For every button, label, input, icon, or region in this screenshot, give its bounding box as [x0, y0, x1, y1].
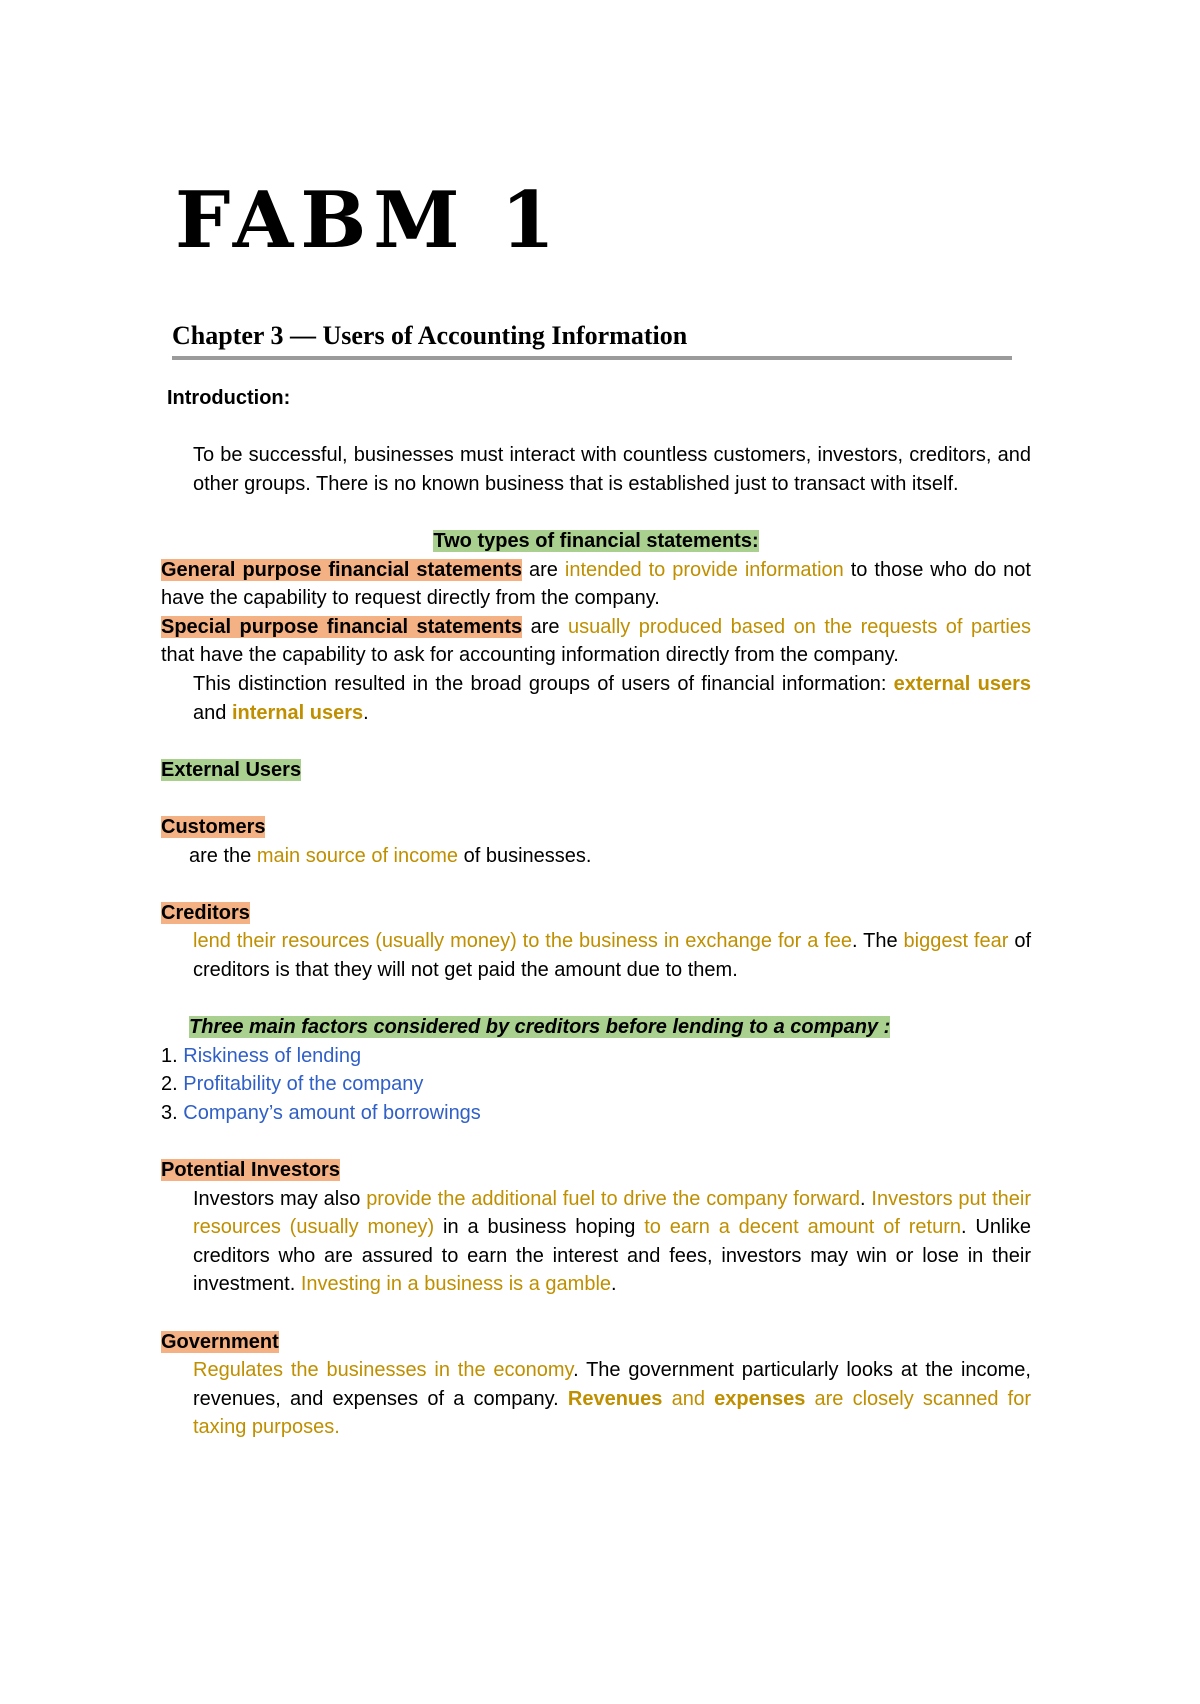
text-run: of businesses.: [458, 844, 592, 867]
intro-label: Introduction:: [167, 387, 291, 409]
text-run: This distinction resulted in the broad groups of users of financial information:: [193, 672, 894, 695]
creditors-paragraph: [161, 927, 1031, 984]
list-number: 3.: [161, 1101, 184, 1124]
chapter-heading: Chapter 3 — Users of Accounting Information: [172, 318, 1012, 360]
creditors-heading-line: [161, 899, 1031, 928]
highlighted-phrase: biggest fear: [903, 930, 1009, 953]
text-run: .: [611, 1273, 617, 1296]
document-title: FABM 1: [175, 175, 563, 266]
investors-paragraph: [161, 1185, 1031, 1299]
document-body: [161, 384, 1031, 1442]
text-run: Investors may also: [193, 1187, 367, 1210]
text-run: and: [193, 701, 232, 724]
factors-heading: Three main factors considered by creditors before lending to a company :: [189, 1016, 891, 1039]
list-item: [161, 1099, 1031, 1128]
text-run: that have the capability to ask for accounting information directly from the company.: [161, 644, 899, 667]
internal-users-term: internal users: [231, 701, 364, 724]
highlighted-phrase: Regulates the businesses in the economy: [193, 1359, 574, 1382]
fs-types-heading-line: [161, 527, 1031, 556]
text-run: .: [363, 701, 369, 724]
list-item: [161, 1042, 1031, 1071]
text-run: of creditors is that they will not get paid the amount due to them.: [193, 930, 1031, 981]
highlighted-phrase: Investors put their resources (usually money): [193, 1187, 1031, 1239]
distinction-paragraph: [161, 670, 1031, 727]
text-run: . The: [852, 930, 904, 953]
creditors-heading: Creditors: [161, 901, 250, 924]
highlighted-phrase: intended to provide information: [564, 558, 844, 581]
highlighted-phrase: to earn a decent amount of return: [644, 1216, 961, 1239]
highlighted-phrase: Investing in a business is a gamble: [300, 1273, 612, 1296]
highlighted-phrase: provide the additional fuel to drive the company forward: [366, 1187, 860, 1210]
intro-paragraph: To be successful, businesses must interact with countless customers, investors, creditors, and other groups. There is no known business that is established just to transact with itself.: [193, 444, 1031, 495]
government-heading: Government: [161, 1330, 279, 1353]
highlighted-phrase: are closely scanned for taxing purposes.: [193, 1387, 1032, 1439]
list-item: [161, 1070, 1031, 1099]
government-heading-line: [161, 1328, 1031, 1357]
revenues-term: Revenues: [567, 1387, 663, 1410]
text-run: to those who do not have the capability to request directly from the company.: [161, 558, 1031, 610]
investors-heading: Potential Investors: [161, 1159, 340, 1182]
highlighted-phrase: main source of income: [256, 844, 459, 867]
highlighted-phrase: lend their resources (usually money) to the business in exchange for a fee: [193, 930, 853, 953]
special-purpose-term: Special purpose financial statements: [161, 615, 523, 638]
text-run: are the: [189, 844, 257, 867]
external-users-term: external users: [893, 672, 1031, 695]
highlighted-phrase: usually produced based on the requests of parties: [568, 615, 1031, 638]
investors-heading-line: [161, 1156, 1031, 1185]
customers-heading: Customers: [161, 815, 266, 838]
expenses-term: expenses: [714, 1387, 806, 1410]
text-run: . Unlike creditors who are assured to earn the interest and fees, investors may win or lose in their investment.: [193, 1216, 1032, 1296]
customers-heading-line: [161, 813, 1031, 842]
list-text: Company’s amount of borrowings: [183, 1101, 481, 1124]
text-run: are: [522, 558, 565, 581]
text-run: .: [860, 1187, 872, 1210]
list-text: Profitability of the company: [183, 1073, 424, 1096]
text-run: . The government particularly looks at the income, revenues, and expenses of a company.: [193, 1359, 1031, 1410]
fs-types-heading: Two types of financial statements:: [433, 529, 759, 552]
text-run: in a business hoping: [434, 1216, 645, 1239]
list-number: 1.: [161, 1044, 184, 1067]
list-text: Riskiness of lending: [183, 1044, 362, 1067]
text-run: are: [522, 615, 568, 638]
general-purpose-term: General purpose financial statements: [161, 558, 523, 581]
general-purpose-paragraph: [161, 556, 1031, 613]
government-paragraph: [161, 1356, 1031, 1442]
external-users-heading-line: [161, 756, 1031, 785]
highlighted-phrase: and: [662, 1387, 715, 1410]
customers-paragraph: [161, 842, 1031, 871]
special-purpose-paragraph: [161, 613, 1031, 670]
factors-heading-line: [161, 1013, 1031, 1042]
list-number: 2.: [161, 1073, 184, 1096]
external-users-heading: External Users: [161, 758, 302, 781]
